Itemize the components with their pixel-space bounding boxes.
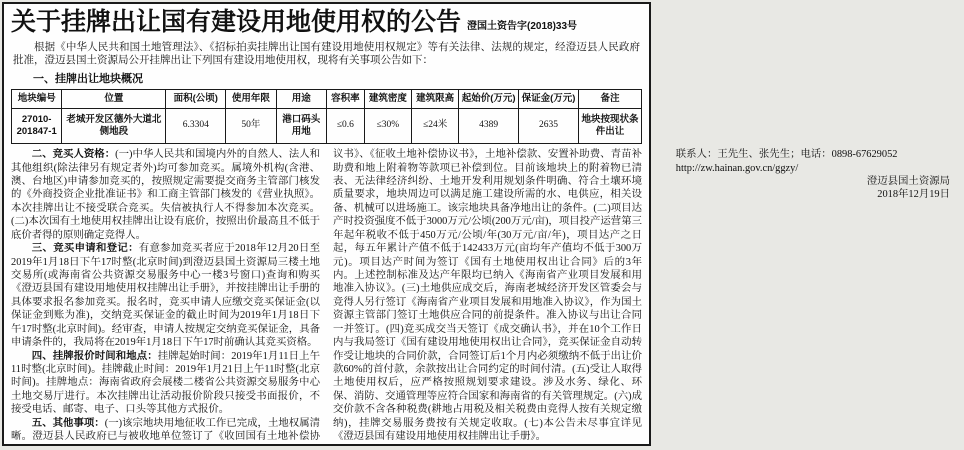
header-tenure: 使用年限	[226, 90, 276, 109]
paragraph-label: 二、竞买人资格：	[31, 149, 116, 161]
cell-location: 老城开发区德外大道北侧地段	[62, 109, 166, 144]
cell-use: 港口码头用地	[276, 109, 326, 144]
paragraph-text: 挂牌起始时间：2019年1月11日上午11时整(北京时间)。挂牌截止时间：2019年1月21日上午11时整(北京时间)。挂牌地点：海南省政府会展楼二楼省公共资源交易服务中心土地交易厅进行。本次挂牌出让活动报价阶段只接受书面报价，不接受电话、邮寄、电子、口头等其他方式报价。	[11, 350, 320, 416]
header-deposit: 保证金(万元)	[519, 90, 579, 109]
cell-remarks: 地块按现状条件出让	[578, 109, 641, 144]
cell-starting-price: 4389	[459, 109, 519, 144]
header-parcel-no: 地块编号	[12, 90, 62, 109]
paragraph-application-registration	[11, 242, 320, 349]
header-building-density: 建筑密度	[364, 90, 411, 109]
parcel-table	[11, 89, 642, 144]
issuer-signature: 澄迈县国土资源局	[866, 176, 950, 188]
paragraph-label: 三、竞买申请和登记：	[31, 243, 139, 255]
cell-plot-ratio: ≤0.6	[326, 109, 364, 144]
cell-building-density: ≤30%	[364, 109, 411, 144]
website-url: http://zw.hainan.gov.cn/ggzy/	[675, 162, 799, 174]
intro-paragraph: 根据《中华人民共和国土地管理法》、《招标拍卖挂牌出让国有建设用地使用权规定》等有关法律、法规的规定，经澄迈县人民政府批准，澄迈县国土资源局公开挂牌出让下列国有建设用地使用权，现将有关事项公告如下：	[13, 41, 640, 67]
title-row	[11, 9, 642, 37]
header-remarks: 备注	[578, 90, 641, 109]
issue-date: 2018年12月19日	[877, 189, 950, 201]
cell-deposit: 2635	[519, 109, 579, 144]
announcement-page	[2, 2, 950, 446]
paragraph-text: (一)该宗地块用地征收工作已完成，土地权属清晰。澄迈县人民政府已与被收地单位签订了《收回国有土地补偿协议书》、《征收土地补偿协议书》，土地补偿款、安置补助费、青苗补助费和地上附着物等款项已补偿到位。目前该地块上的附着物已清表、无法律经济纠纷、土地开发利用规划条件明确、符合土壤环境质量要求，地块周边可以满足施工建设所需的水、电供应，相关设备、机械可以进场施工。该宗地块具备净地出让的条件。(二)项目达产时投资强度不低于3000万元/公顷(200万元/亩)，项目投产运营第三年起年税收不低于450万元/公顷/年(30万元/亩/年)，项目达产之日起，每五年累计产值不低于142433万元(亩均年产值均不低于300万元)。项目达产时间为签订《国有土地使用权出让合同》后的3年内。上述控制标准及达产年限均已纳入《海南省产业项目发展和用地准入协议》。(三)土地供应成交后，海南老城经济开发区管委会与竞得人另行签订《海南省产业项目发展和用地准入协议》，作为国土资源主管部门签订土地供应合同的前提条件。准入协议与出让合同一并签订。(四)竞买成交当天签订《成交确认书》，并在10个工作日内与我局签订《国有建设用地使用权出让合同》，竞买保证金自动转作受让地块的合同价款，合同签订后1个月内必须缴纳不低于出让价款60%的首付款，余款按出让合同约定的时间付清。(五)受让人取得土地使用权后，应严格按照规划要求建设。涉及水务、绿化、环保、消防、交通管理等应符合国家和海南省的有关管理规定。(六)成交价款不含各种税费(耕地占用税及相关税费由竞得人按有关规定缴纳)，挂牌交易服务费按有关规定收取。(七)本公告未尽事宜详见《澄迈县国有建设用地使用权挂牌出让手册》。	[11, 149, 642, 443]
header-use: 用途	[276, 90, 326, 109]
header-starting-price: 起始价(万元)	[459, 90, 519, 109]
paragraph-listing-time-place	[11, 350, 320, 417]
paragraph-label: 四、挂牌报价时间和地点：	[31, 350, 158, 362]
page-title: 关于挂牌出让国有建设用地使用权的公告	[11, 8, 462, 36]
paragraph-label: 五、其他事项：	[31, 417, 105, 429]
cell-area: 6.3304	[166, 109, 226, 144]
header-plot-ratio: 容积率	[326, 90, 364, 109]
table-header-row	[12, 90, 642, 109]
section-heading-parcel-overview: 一、挂牌出让地块概况	[33, 73, 143, 86]
parcel-row	[12, 109, 642, 144]
cell-height-limit: ≤24米	[412, 109, 459, 144]
header-area: 面积(公顷)	[166, 90, 226, 109]
paragraph-bidder-qualification	[11, 148, 320, 242]
cell-parcel-no: 27010-201847-1	[12, 109, 62, 144]
header-location: 位置	[62, 90, 166, 109]
paragraph-text: 有意参加竞买者应于2018年12月20日至2019年1月18日下午17时整(北京时间)到澄迈县国土资源局三楼土地交易所(或海南省公共资源交易服务中心一楼3号窗口)查询和购买《澄迈县国有建设用地使用权挂牌出让手册》，并按挂牌出让手册的具体要求报名参加竞买。报名时，竞买申请人应缴交竞买保证金(以保证金到账为准)，交纳竞买保证金的截止时间为2019年1月18日下午17时整(北京时间)。经审查，申请人按规定交纳竞买保证金，具备申请条件的，我局将在2019年1月18日下午17时前确认其竞买资格。	[11, 243, 320, 349]
cell-tenure: 50年	[226, 109, 276, 144]
paragraph-text: (一)中华人民共和国境内外的自然人、法人和其他组织(除法律另有规定者外)均可参加竞买。属境外机构(含港、澳、台地区)申请参加竞买的，按照规定需要提交商务主管部门核发的《外商投资企业批准证书》和工商主管部门核发的《营业执照》。本次挂牌出让不接受联合竞买。失信被执行人不得参加本次竞买。(二)本次国有土地使用权挂牌出让设有底价，按照出价最高且不低于底价者得的原则确定竞得人。	[11, 149, 321, 241]
body-columns	[11, 148, 950, 446]
contact-line: 联系人：王先生、张先生；电话：0898-67629052	[675, 149, 898, 161]
document-number: 澄国土资告字(2018)33号	[467, 21, 578, 32]
header-height-limit: 建筑限高	[412, 90, 459, 109]
